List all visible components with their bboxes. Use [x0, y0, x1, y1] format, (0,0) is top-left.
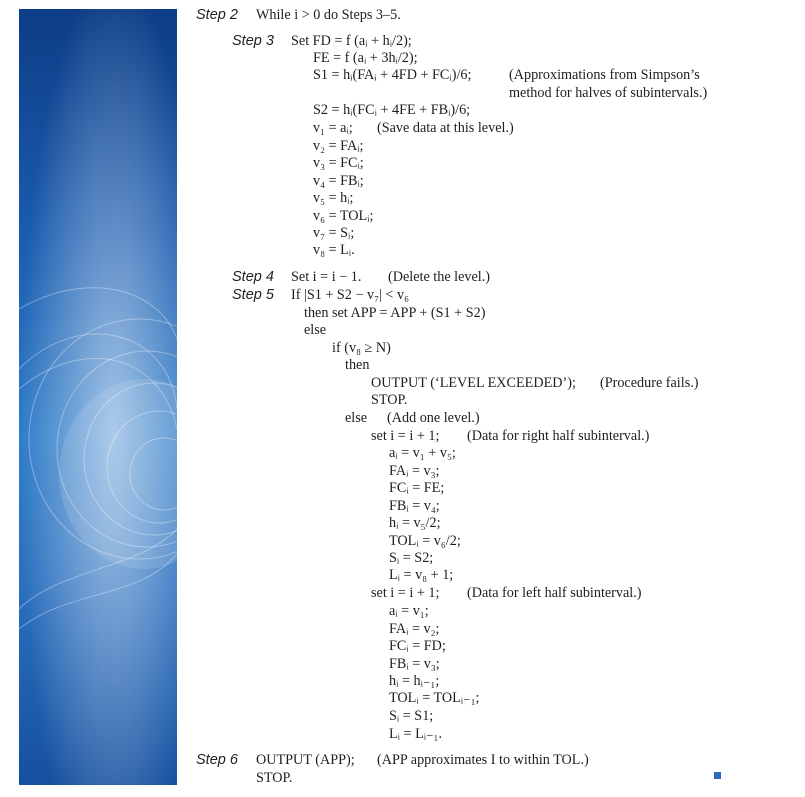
step5-label: Step 5 [232, 287, 274, 303]
step5-else2: else [345, 410, 368, 426]
right-line: hᵢ = v₅/2; [389, 515, 441, 531]
step5-if-level: if (v₈ ≥ N) [332, 340, 391, 356]
step3-v8: v₈ = Lᵢ. [313, 242, 355, 258]
right-line: TOLᵢ = v₆/2; [389, 533, 461, 549]
left-line: hᵢ = hᵢ₋₁; [389, 673, 440, 689]
step6-stop: STOP. [256, 770, 293, 786]
step5-right-set: set i = i + 1; [371, 428, 440, 444]
step5-right-comment: (Data for right half subinterval.) [467, 428, 650, 444]
step5-output: OUTPUT (‘LEVEL EXCEEDED’); [371, 375, 576, 391]
step3-s2: S2 = hᵢ(FCᵢ + 4FE + FBᵢ)/6; [313, 102, 471, 118]
step3-s1-comment-1: (Approximations from Simpson’s [509, 67, 700, 83]
right-line: Lᵢ = v₈ + 1; [389, 567, 454, 583]
right-line: FAᵢ = v₃; [389, 463, 440, 479]
step5-else: else [304, 322, 327, 338]
step3-v1: v₁ = aᵢ; [313, 120, 353, 136]
step5-then-set: then set APP = APP + (S1 + S2) [304, 305, 486, 321]
step5-left-set: set i = i + 1; [371, 585, 440, 601]
left-line: FAᵢ = v₂; [389, 621, 440, 637]
step4-text: Set i = i − 1. [291, 269, 362, 285]
step5-add-level-comment: (Add one level.) [387, 410, 480, 426]
step3-fe: FE = f (aᵢ + 3hᵢ/2); [313, 50, 418, 66]
right-line: Sᵢ = S2; [389, 550, 434, 566]
step3-v3: v₃ = FCᵢ; [313, 155, 364, 171]
step3-v4: v₄ = FBᵢ; [313, 173, 364, 189]
step3-s1-comment-2: method for halves of subintervals.) [509, 85, 708, 101]
left-line: FBᵢ = v₃; [389, 656, 440, 672]
step5-condition: If |S1 + S2 − v₇| < v₆ [291, 287, 410, 303]
right-line: FCᵢ = FE; [389, 480, 445, 496]
step4-comment: (Delete the level.) [388, 269, 491, 285]
step3-v7: v₇ = Sᵢ; [313, 225, 355, 241]
left-line: FCᵢ = FD; [389, 638, 446, 654]
right-line: aᵢ = v₁ + v₅; [389, 445, 456, 461]
step5-left-comment: (Data for left half subinterval.) [467, 585, 642, 601]
step5-stop: STOP. [371, 392, 408, 408]
left-line: Lᵢ = Lᵢ₋₁. [389, 726, 443, 742]
left-line: aᵢ = v₁; [389, 603, 429, 619]
right-line: FBᵢ = v₄; [389, 498, 440, 514]
step5-output-comment: (Procedure fails.) [600, 375, 699, 391]
end-of-algorithm-mark [714, 772, 721, 779]
step3-label: Step 3 [232, 33, 274, 49]
step6-label: Step 6 [196, 752, 238, 768]
step3-fd: Set FD = f (aᵢ + hᵢ/2); [291, 33, 412, 49]
left-line: Sᵢ = S1; [389, 708, 434, 724]
step4-label: Step 4 [232, 269, 274, 285]
step3-v5: v₅ = hᵢ; [313, 190, 354, 206]
step3-v1-comment: (Save data at this level.) [377, 120, 514, 136]
step2-label: Step 2 [196, 7, 238, 23]
left-line: TOLᵢ = TOLᵢ₋₁; [389, 690, 480, 706]
step3-s1: S1 = hᵢ(FAᵢ + 4FD + FCᵢ)/6; [313, 67, 472, 83]
step6-comment: (APP approximates I to within TOL.) [377, 752, 589, 768]
step2-text: While i > 0 do Steps 3–5. [256, 7, 401, 23]
step5-then: then [345, 357, 370, 373]
step3-v2: v₂ = FAᵢ; [313, 138, 364, 154]
step6-output: OUTPUT (APP); [256, 752, 355, 768]
step3-v6: v₆ = TOLᵢ; [313, 208, 374, 224]
